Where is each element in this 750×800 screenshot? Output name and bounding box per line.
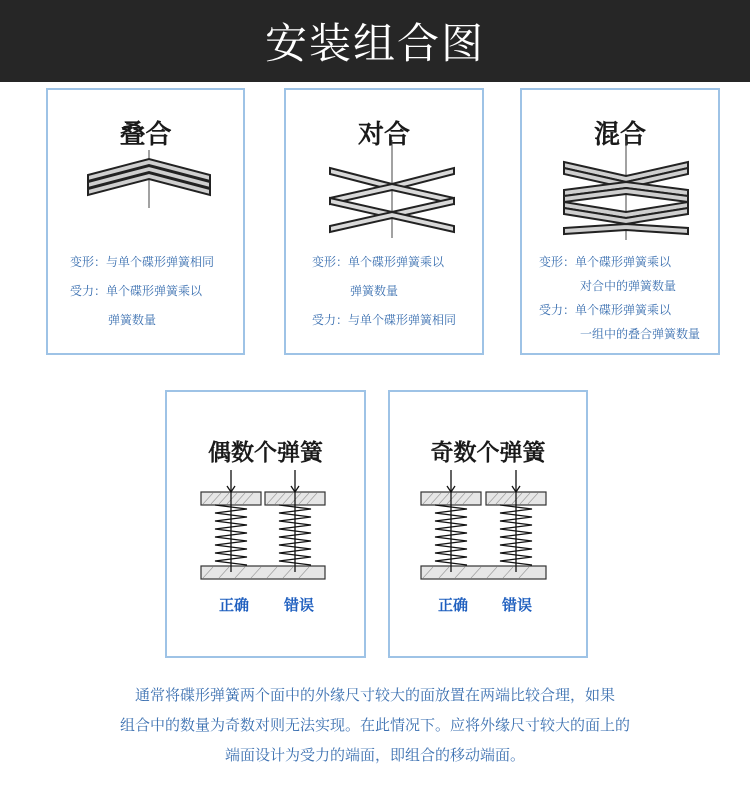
desc-line: 弹簧数量	[108, 313, 157, 327]
stacked-spring-diagram	[48, 90, 247, 210]
desc-line: 变形：单个碟形弹簧乘以	[539, 255, 672, 269]
note-line: 组合中的数量为奇数对则无法实现。在此情况下。应将外缘尺寸较大的面上的	[119, 716, 630, 734]
panel-title-even: 偶数个弹簧	[208, 440, 323, 466]
note-line: 通常将碟形弹簧两个面中的外缘尺寸较大的面放置在两端比较合理，如果	[134, 686, 615, 704]
desc-line: 受力：单个碟形弹簧乘以	[70, 284, 203, 298]
caption-wrong: 错误	[284, 596, 315, 614]
panel-even-springs	[165, 390, 366, 658]
desc-line: 受力：单个碟形弹簧乘以	[539, 303, 672, 317]
even-spring-diagram	[167, 392, 368, 572]
desc-line: 变形：单个碟形弹簧乘以	[312, 255, 445, 269]
opposed-spring-diagram	[286, 90, 486, 240]
panel-mixed	[520, 88, 720, 355]
panel-title-opposed: 对合	[357, 120, 410, 150]
panel-title-mixed: 混合	[593, 120, 646, 150]
panel-title-odd: 奇数个弹簧	[430, 440, 546, 466]
desc-line: 对合中的弹簧数量	[580, 279, 677, 293]
desc-line: 弹簧数量	[350, 284, 399, 298]
caption-wrong: 错误	[502, 596, 533, 614]
panel-odd-springs	[388, 390, 588, 658]
note-line: 端面设计为受力的端面，即组合的移动端面。	[224, 746, 525, 764]
caption-correct: 正确	[438, 596, 469, 614]
page-title: 安装组合图	[0, 0, 750, 82]
caption-correct: 正确	[219, 596, 250, 614]
odd-spring-diagram	[390, 392, 590, 572]
panel-title-stacked: 叠合	[119, 120, 172, 150]
panel-opposed	[284, 88, 484, 355]
desc-line: 变形：与单个碟形弹簧相同	[70, 255, 215, 269]
desc-line: 一组中的叠合弹簧数量	[580, 327, 701, 341]
desc-line: 受力：与单个碟形弹簧相同	[312, 313, 457, 327]
mixed-spring-diagram	[522, 90, 722, 240]
panel-stacked	[46, 88, 245, 355]
